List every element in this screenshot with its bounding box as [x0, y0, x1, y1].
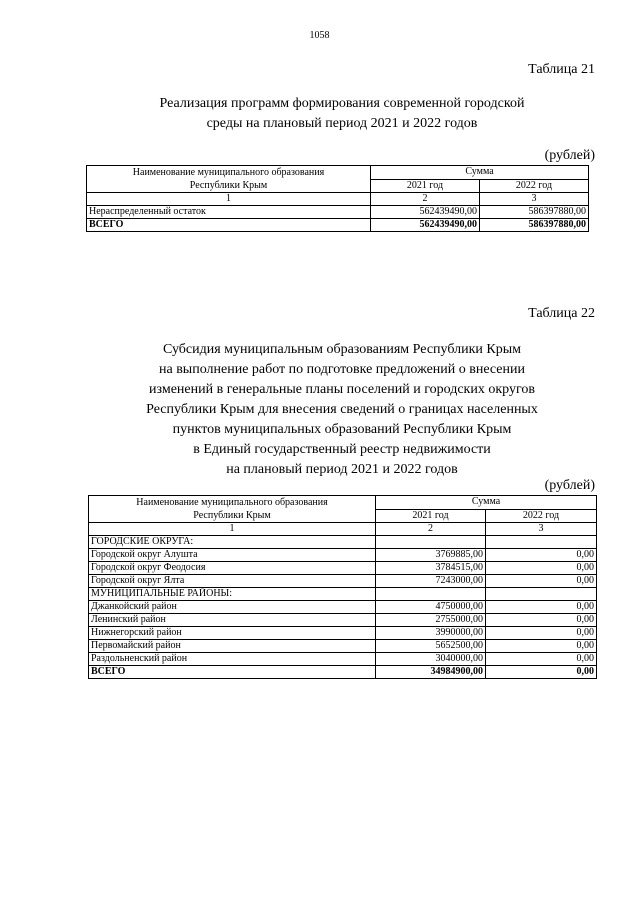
section-row [89, 536, 597, 549]
total-2022: 0,00 [486, 666, 597, 679]
table-row [89, 549, 597, 562]
table21-unit: (рублей) [544, 148, 595, 163]
total-name: ВСЕГО [89, 666, 376, 679]
table22-title-line: на выполнение работ по подготовке предложений о внесении [158, 362, 526, 377]
total-2022: 586397880,00 [480, 219, 589, 232]
table22-header-name [89, 496, 376, 523]
row-name: Нераспределенный остаток [87, 206, 371, 219]
row-name: Раздольненский район [89, 653, 376, 666]
table21-label: Таблица 21 [528, 62, 595, 77]
table-row [89, 562, 597, 575]
table-row [87, 206, 589, 219]
row-name: Городской округ Ялта [89, 575, 376, 588]
table21-header-sum: Сумма [371, 166, 589, 180]
row-2021: 5652500,00 [376, 640, 486, 653]
table22-title-line: изменений в генеральные планы поселений и городских округов [149, 382, 535, 397]
table21-title-line: Реализация программ формирования современной городской [159, 96, 525, 111]
table22-title-line: Субсидия муниципальным образованиям Республики Крым [162, 342, 522, 357]
table22-header-2021: 2021 год [376, 509, 486, 523]
table22-title-line: на плановый период 2021 и 2022 годов [226, 462, 458, 477]
table21-title-line: среды на плановый период 2021 и 2022 годов [206, 116, 478, 131]
table22-title [88, 340, 596, 480]
row-2022: 0,00 [486, 601, 597, 614]
table22-unit: (рублей) [544, 478, 595, 493]
col-number: 3 [486, 523, 597, 536]
table22-title-line: Республики Крым для внесения сведений о границах населенных [146, 402, 538, 417]
page-number: 1058 [309, 30, 330, 41]
table21-title [88, 94, 596, 134]
row-2022: 586397880,00 [480, 206, 589, 219]
row-2021: 7243000,00 [376, 575, 486, 588]
table21-header-name [87, 166, 371, 193]
header-name-line2: Республики Крым [189, 180, 268, 191]
total-name: ВСЕГО [87, 219, 371, 232]
row-2021: 3990000,00 [376, 627, 486, 640]
total-row [89, 666, 597, 679]
row-name: Нижнегорский район [89, 627, 376, 640]
table21-header-2021: 2021 год [371, 179, 480, 193]
table-row [89, 627, 597, 640]
table-row [89, 640, 597, 653]
table21 [86, 165, 589, 232]
table22-label: Таблица 22 [528, 306, 595, 321]
row-2021: 2755000,00 [376, 614, 486, 627]
col-number: 2 [371, 193, 480, 206]
total-row [87, 219, 589, 232]
col-number: 2 [376, 523, 486, 536]
row-2021: 3784515,00 [376, 562, 486, 575]
table22-header-sum: Сумма [376, 496, 597, 510]
row-2022: 0,00 [486, 627, 597, 640]
row-2022: 0,00 [486, 614, 597, 627]
row-name: Первомайский район [89, 640, 376, 653]
table22-header-2022: 2022 год [486, 509, 597, 523]
total-2021: 34984900,00 [376, 666, 486, 679]
row-name: Городской округ Алушта [89, 549, 376, 562]
row-2021: 4750000,00 [376, 601, 486, 614]
row-2022: 0,00 [486, 549, 597, 562]
row-2021: 3040000,00 [376, 653, 486, 666]
row-name: Джанкойский район [89, 601, 376, 614]
row-2022: 0,00 [486, 640, 597, 653]
table-row [89, 575, 597, 588]
col-number: 1 [89, 523, 376, 536]
total-2021: 562439490,00 [371, 219, 480, 232]
col-number: 1 [87, 193, 371, 206]
table21-header-2022: 2022 год [480, 179, 589, 193]
table22-title-line: в Единый государственный реестр недвижимости [193, 442, 491, 457]
section-district-label: МУНИЦИПАЛЬНЫЕ РАЙОНЫ: [89, 588, 376, 601]
row-2022: 0,00 [486, 653, 597, 666]
row-name: Городской округ Феодосия [89, 562, 376, 575]
section-city-label: ГОРОДСКИЕ ОКРУГА: [89, 536, 376, 549]
header-name-line1: Наименование муниципального образования [136, 497, 328, 508]
table-row [89, 601, 597, 614]
row-name: Ленинский район [89, 614, 376, 627]
section-row [89, 588, 597, 601]
row-2021: 562439490,00 [371, 206, 480, 219]
header-name-line1: Наименование муниципального образования [132, 167, 325, 178]
table-row [89, 614, 597, 627]
row-2022: 0,00 [486, 562, 597, 575]
table22-title-line: пунктов муниципальных образований Республики Крым [172, 422, 512, 437]
row-2022: 0,00 [486, 575, 597, 588]
table22 [88, 495, 597, 679]
col-number: 3 [480, 193, 589, 206]
header-name-line2: Республики Крым [193, 510, 271, 521]
row-2021: 3769885,00 [376, 549, 486, 562]
table-row [89, 653, 597, 666]
